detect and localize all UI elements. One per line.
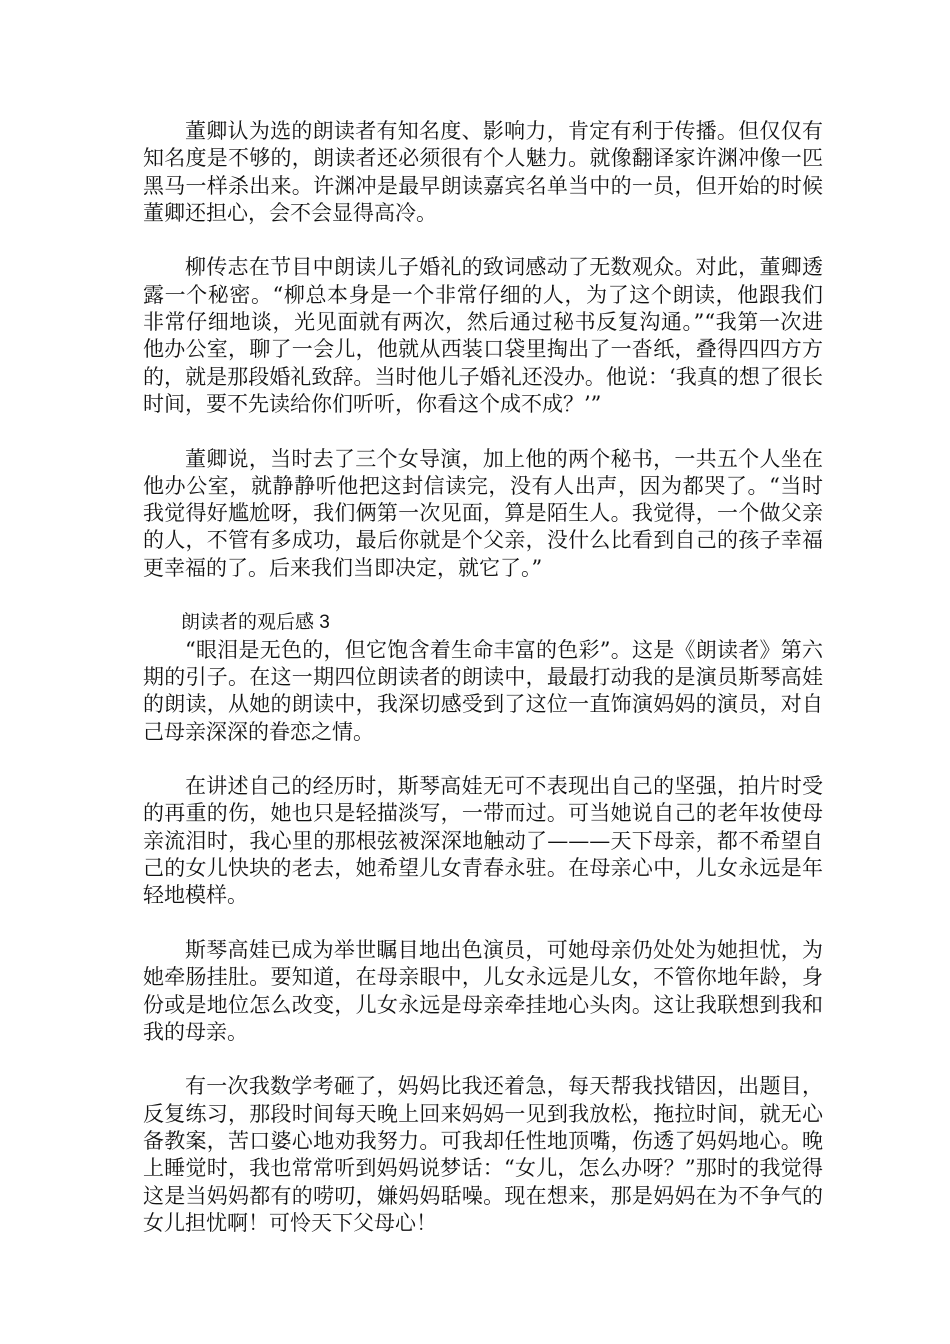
paragraph-my-mother: 有一次我数学考砸了，妈妈比我还着急，每天帮我找错因，出题目，反复练习，那段时间每天晚上回来妈妈一见到我放松，拖拉时间，就无心备教案，苦口婆心地劝我努力。可我却任性地顶嘴，伤透了妈妈地心。晚上睡觉时，我也常常听到妈妈说梦话：“女儿，怎么办呀？”那时的我觉得这是当妈妈都有的唠叨，嫌妈妈聒噪。现在想来，那是妈妈在为不争气的女儿担忧啊！可怜天下父母心！	[143, 1074, 823, 1235]
paragraph-liu-chuanzhi: 柳传志在节目中朗读儿子婚礼的致词感动了无数观众。对此，董卿透露一个秘密。“柳总本身是一个非常仔细的人，为了这个朗读，他跟我们非常仔细地谈，光见面就有两次，然后通过秘书反复沟通。”“我第一次进他办公室，聊了一会儿，他就从西装口袋里掏出了一沓纸，叠得四四方方的，就是那段婚礼致辞。当时他儿子婚礼还没办。他说：‘我真的想了很长时间，要不先读给你们听听，你看这个成不成？’”	[143, 255, 823, 416]
paragraph-dongqing-recall: 董卿说，当时去了三个女导演，加上他的两个秘书，一共五个人坐在他办公室，就静静听他把这封信读完，没有人出声，因为都哭了。“当时我觉得好尴尬呀，我们俩第一次见面，算是陌生人。我觉得，一个做父亲的人，不管有多成功，最后你就是个父亲，没什么比看到自己的孩子幸福更幸福的了。后来我们当即决定，就它了。”	[143, 446, 823, 580]
paragraph-siqin-experience: 在讲述自己的经历时，斯琴高娃无可不表现出自己的坚强，拍片时受的再重的伤，她也只是轻描淡写，一带而过。可当她说自己的老年妆使母亲流泪时，我心里的那根弦被深深地触动了———天下母亲，都不希望自己的女儿快块的老去，她希望儿女青春永驻。在母亲心中，儿女永远是年轻地模样。	[143, 774, 823, 908]
document-page	[143, 118, 823, 1237]
section-heading: 朗读者的观后感 3	[181, 612, 330, 634]
paragraph-siqin-mother: 斯琴高娃已成为举世瞩目地出色演员，可她母亲仍处处为她担忧，为她牵肠挂肚。要知道，在母亲眼中，儿女永远是儿女，不管你地年龄，身份或是地位怎么改变，儿女永远是母亲牵挂地心头肉。这让我联想到我和我的母亲。	[143, 937, 823, 1044]
paragraph-intro-tears: “眼泪是无色的，但它饱含着生命丰富的色彩”。这是《朗读者》第六期的引子。在这一期四位朗读者的朗读中，最最打动我的是演员斯琴高娃的朗读，从她的朗读中，我深切感受到了这位一直饰演妈妈的演员，对自己母亲深深的眷恋之情。	[143, 637, 823, 744]
paragraph-dongqing-choice: 董卿认为选的朗读者有知名度、影响力，肯定有利于传播。但仅仅有知名度是不够的，朗读者还必须很有个人魅力。就像翻译家许渊冲像一匹黑马一样杀出来。许渊冲是最早朗读嘉宾名单当中的一员，但开始的时候董卿还担心，会不会显得高冷。	[143, 119, 823, 225]
